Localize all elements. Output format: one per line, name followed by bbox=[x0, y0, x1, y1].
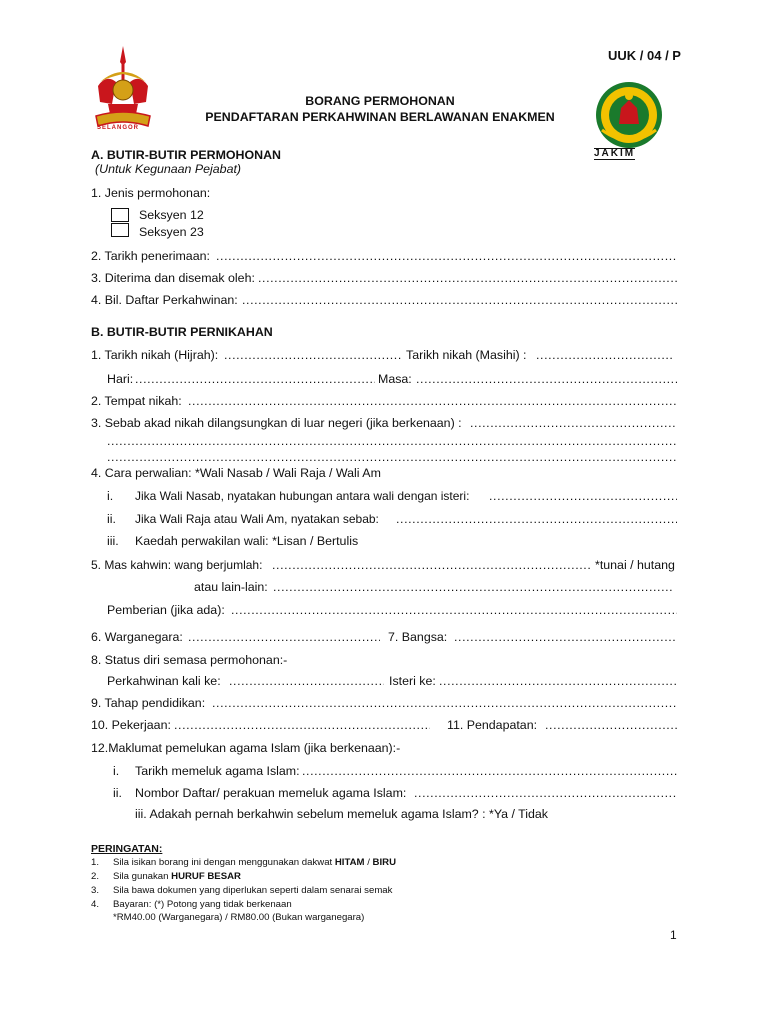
b-q4i-num: i. bbox=[107, 489, 114, 503]
b-q12ii-num: ii. bbox=[113, 786, 122, 800]
b-q4i-label: Jika Wali Nasab, nyatakan hubungan antara wali dengan isteri: bbox=[135, 489, 470, 503]
perkahwinan-kali-field[interactable] bbox=[229, 674, 384, 688]
peringatan-item-4b: *RM40.00 (Warganegara) / RM80.00 (Bukan warganegara) bbox=[113, 912, 365, 923]
b-q7-label: 7. Bangsa: bbox=[388, 630, 448, 644]
bil-daftar-field[interactable] bbox=[242, 293, 677, 307]
sebab-luar-negeri-line-3[interactable] bbox=[107, 450, 677, 464]
b-q8b-label: Isteri ke: bbox=[389, 674, 436, 688]
form-code: UUK / 04 / P bbox=[608, 48, 681, 63]
sebab-luar-negeri-line-2[interactable] bbox=[107, 434, 677, 448]
a-q1-label: 1. Jenis permohonan: bbox=[91, 186, 211, 200]
lain-lain-field[interactable] bbox=[273, 580, 673, 594]
peringatan-item-1 bbox=[113, 857, 396, 868]
b-q4ii-label: Jika Wali Raja atau Wali Am, nyatakan sebab: bbox=[135, 512, 379, 526]
peringatan-n1: 1. bbox=[91, 857, 100, 868]
seksyen-12-checkbox[interactable] bbox=[111, 208, 129, 222]
title-line-1: BORANG PERMOHONAN bbox=[305, 94, 455, 108]
b-q11-label: 11. Pendapatan: bbox=[447, 718, 538, 732]
seksyen-12-label: Seksyen 12 bbox=[139, 208, 204, 222]
b-q1b-label: Tarikh nikah (Masihi) : bbox=[406, 348, 527, 362]
pemberian-field[interactable] bbox=[231, 603, 677, 617]
peringatan-1-slash: / bbox=[364, 857, 373, 868]
title-line-2: PENDAFTARAN PERKAHWINAN BERLAWANAN ENAKMEN bbox=[205, 110, 555, 124]
jakim-emblem-logo bbox=[594, 80, 664, 150]
b-q8a-label: Perkahwinan kali ke: bbox=[107, 674, 221, 688]
section-a-subheading: (Untuk Kegunaan Pejabat) bbox=[95, 162, 242, 176]
selangor-crest-logo bbox=[90, 42, 156, 138]
diterima-disemak-field[interactable] bbox=[258, 271, 677, 285]
tempat-nikah-field[interactable] bbox=[188, 394, 677, 408]
peringatan-2-text: Sila gunakan bbox=[113, 871, 172, 882]
tarikh-nikah-hijrah-field[interactable] bbox=[224, 348, 402, 362]
b-q12-label: 12.Maklumat pemelukan agama Islam (jika berkenaan):- bbox=[91, 741, 401, 755]
peringatan-n2: 2. bbox=[91, 871, 100, 882]
masa-label: Masa: bbox=[378, 372, 412, 386]
selangor-crest-text: SELANGOR bbox=[97, 125, 140, 131]
section-b-heading: B. BUTIR-BUTIR PERNIKAHAN bbox=[91, 325, 273, 339]
tarikh-penerimaan-field[interactable] bbox=[216, 249, 677, 263]
b-q5-label: 5. Mas kahwin: wang berjumlah: bbox=[91, 558, 263, 572]
peringatan-n3: 3. bbox=[91, 885, 100, 896]
peringatan-1-hitam: HITAM bbox=[334, 857, 365, 868]
b-q4iii-num: iii. bbox=[107, 534, 119, 548]
peringatan-item-4: Bayaran: (*) Potong yang tidak berkenaan bbox=[113, 899, 292, 910]
pendapatan-field[interactable] bbox=[545, 718, 677, 732]
hari-field[interactable] bbox=[135, 372, 375, 386]
b-q4ii-num: ii. bbox=[107, 512, 116, 526]
page-number: 1 bbox=[670, 928, 677, 942]
peringatan-1-biru: BIRU bbox=[372, 857, 396, 868]
masa-field[interactable] bbox=[416, 372, 677, 386]
nombor-daftar-field[interactable] bbox=[414, 786, 677, 800]
b-q12ii-label: Nombor Daftar/ perakuan memeluk agama Islam: bbox=[135, 786, 407, 800]
b-q3-label: 3. Sebab akad nikah dilangsungkan di luar negeri (jika berkenaan) : bbox=[91, 416, 462, 430]
b-q5-end: *tunai / hutang bbox=[595, 558, 675, 572]
warganegara-field[interactable] bbox=[188, 630, 380, 644]
b-q6-label: 6. Warganegara: bbox=[91, 630, 183, 644]
b-q12i-num: i. bbox=[113, 764, 120, 778]
b-q10-label: 10. Pekerjaan: bbox=[91, 718, 171, 732]
b-q2-label: 2. Tempat nikah: bbox=[91, 394, 182, 408]
pemberian-label: Pemberian (jika ada): bbox=[107, 603, 225, 617]
a-q3-label: 3. Diterima dan disemak oleh: bbox=[91, 271, 255, 285]
b-q9-label: 9. Tahap pendidikan: bbox=[91, 696, 206, 710]
tarikh-memeluk-field[interactable] bbox=[302, 764, 677, 778]
b-q12i-label: Tarikh memeluk agama Islam: bbox=[135, 764, 300, 778]
tarikh-nikah-masihi-field[interactable] bbox=[536, 348, 673, 362]
a-q2-label: 2. Tarikh penerimaan: bbox=[91, 249, 210, 263]
pekerjaan-field[interactable] bbox=[174, 718, 430, 732]
bangsa-field[interactable] bbox=[454, 630, 677, 644]
seksyen-23-checkbox[interactable] bbox=[111, 223, 129, 237]
sebab-luar-negeri-field[interactable] bbox=[470, 416, 677, 430]
b-q4iii-label: Kaedah perwakilan wali: *Lisan / Bertulis bbox=[135, 534, 359, 548]
hubungan-wali-field[interactable] bbox=[489, 489, 677, 503]
a-q4-label: 4. Bil. Daftar Perkahwinan: bbox=[91, 293, 238, 307]
peringatan-item-2 bbox=[113, 871, 241, 882]
b-q1a-label: 1. Tarikh nikah (Hijrah): bbox=[91, 348, 219, 362]
section-a-heading: A. BUTIR-BUTIR PERMOHONAN bbox=[91, 148, 281, 162]
peringatan-heading: PERINGATAN: bbox=[91, 843, 163, 855]
peringatan-n4: 4. bbox=[91, 899, 100, 910]
b-q12iii-label: iii. Adakah pernah berkahwin sebelum memeluk agama Islam? : *Ya / Tidak bbox=[135, 807, 549, 821]
isteri-ke-field[interactable] bbox=[439, 674, 677, 688]
mas-kahwin-field[interactable] bbox=[272, 558, 590, 572]
b-q4-label: 4. Cara perwalian: *Wali Nasab / Wali Raja / Wali Am bbox=[91, 466, 381, 480]
b-q5-other-label: atau lain-lain: bbox=[194, 580, 268, 594]
b-q8-label: 8. Status diri semasa permohonan:- bbox=[91, 653, 288, 667]
seksyen-23-label: Seksyen 23 bbox=[139, 225, 204, 239]
jakim-text: JAKIM bbox=[594, 148, 636, 159]
sebab-wali-raja-field[interactable] bbox=[396, 512, 677, 526]
peringatan-2-huruf-besar: HURUF BESAR bbox=[171, 871, 241, 882]
hari-label: Hari: bbox=[107, 372, 134, 386]
peringatan-1-text: Sila isikan borang ini dengan menggunakan dakwat bbox=[113, 857, 335, 868]
tahap-pendidikan-field[interactable] bbox=[212, 696, 677, 710]
peringatan-item-3: Sila bawa dokumen yang diperlukan seperti dalam senarai semak bbox=[113, 885, 393, 896]
